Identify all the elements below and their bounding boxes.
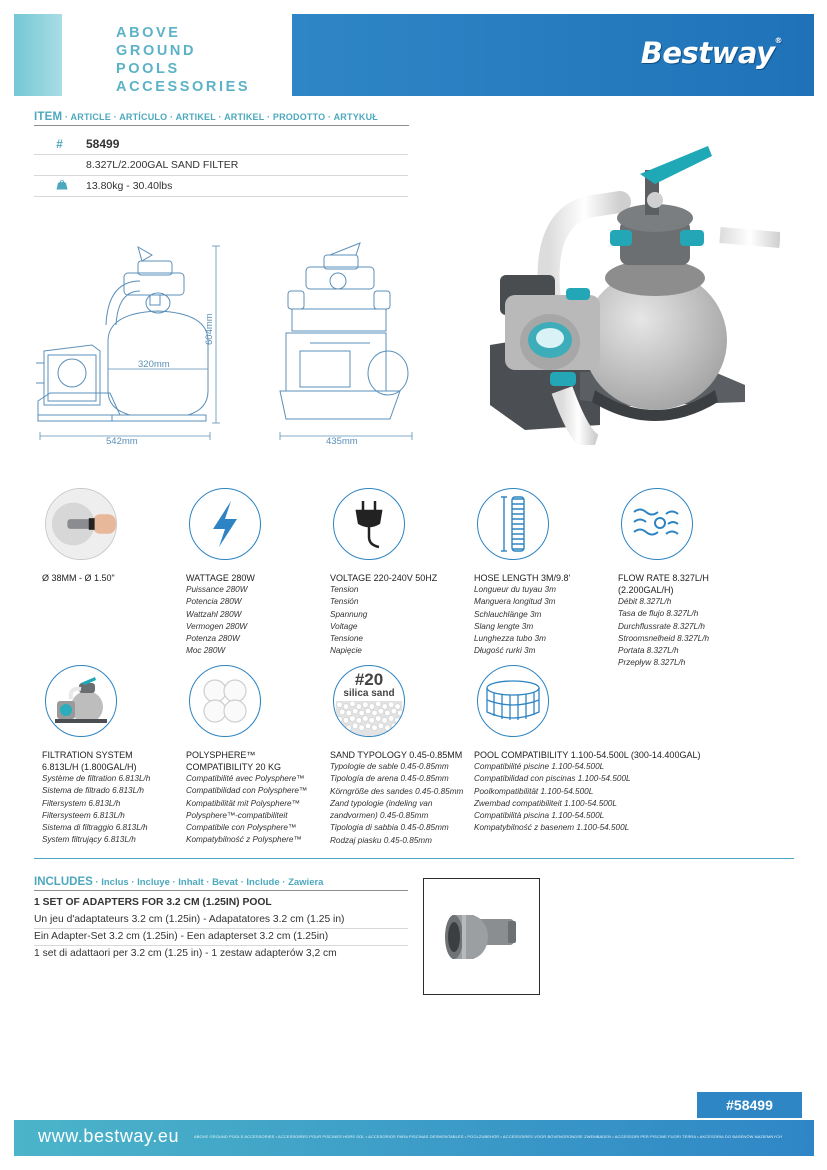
front-width-label: 542mm xyxy=(106,436,138,447)
lightning-icon xyxy=(189,488,261,560)
plug-icon xyxy=(333,488,405,560)
tank-width-label: 320mm xyxy=(138,359,170,370)
pool-icon xyxy=(477,665,549,737)
header-blue-band xyxy=(292,14,814,96)
website-link[interactable]: www.bestway.eu xyxy=(38,1126,180,1146)
item-weight: 13.80kg - 30.40lbs xyxy=(86,180,173,192)
polysphere-icon xyxy=(189,665,261,737)
page-footer xyxy=(14,1120,814,1156)
item-number: 58499 xyxy=(86,137,120,151)
includes-line: Ein Adapter-Set 3.2 cm (1.25in) - Een adapterset 3.2 cm (1.25in) xyxy=(34,929,408,946)
feature-hose-length: HOSE LENGTH 3M/9.8' Longueur du tuyau 3m Manguera longitud 3m Schlauchlänge 3m Slang lengte 3m Lunghezza tubo 3m Długość rurki 3m xyxy=(474,488,614,658)
silica-sand-icon: #20 silica sand xyxy=(333,665,405,737)
includes-heading: INCLUDES · Inclus · Incluye · Inhalt · Bevat · Include · Zawiera xyxy=(34,876,408,891)
feature-wattage: WATTAGE 280W Puissance 280W Potencia 280W Wattzahl 280W Vermogen 280W Potenza 280W Moc 280W xyxy=(186,488,326,658)
includes-line: Un jeu d'adaptateurs 3.2 cm (1.25in) - Adapatatores 3.2 cm (1.25 in) xyxy=(34,912,408,929)
header-title: ABOVE GROUND POOLS ACCESSORIES xyxy=(116,25,251,95)
height-label: 604mm xyxy=(204,313,215,345)
footer-categories: ABOVE GROUND POOLS ACCESSORIES • ACCESSOIRES POUR PISCINES HORS SOL • ACCESORIOS PARA PISCINAS DESMONTABLES • POOLZUBEHÖR • ACCESSOIRES VOOR BOVENGRONDSE ZWEMBADEN • ACCESSORI PER PISCINE FUORI TERRA • AKCESORIA DO BASENÓW NAZIEMNYCH xyxy=(194,1134,783,1139)
item-heading: ITEM · ARTICLE · ARTÍCULO · ARTIKEL · ARTIKEL · PRODOTTO · ARTYKUŁ xyxy=(34,111,409,126)
filter-system-icon xyxy=(45,665,117,737)
feature-hose-diameter: Ø 38MM - Ø 1.50" xyxy=(42,488,182,584)
sku-badge: #58499 xyxy=(697,1092,802,1118)
side-view-drawing xyxy=(280,243,408,419)
adapter-image xyxy=(423,878,540,995)
water-flow-icon xyxy=(621,488,693,560)
item-name: 8.327L/2.200GAL SAND FILTER xyxy=(86,159,239,171)
hash-icon: # xyxy=(56,137,63,151)
section-divider xyxy=(34,858,794,859)
hose-icon xyxy=(477,488,549,560)
item-name-row xyxy=(34,155,408,176)
sand-filter-product-image xyxy=(480,140,780,445)
feature-sand-typology: #20 silica sand SAND TYPOLOGY 0.45-0.85MM Typologie de sable 0.45-0.85mm Tipología de arena 0.45-0.85mm Körngröße des sandes 0.45-0.85mm Zand typologie (indeling van zandvormen) 0.45-0.85mm Tipologia di sabbia 0.45-0.85mm Rodzaj piasku 0.45-0.85mm xyxy=(330,665,470,847)
feature-filtration-system: FILTRATION SYSTEM 6.813L/H (1.800GAL/H) Système de filtration 6.813L/h Sistema de filtrado 6.813L/h Filtersystem 6.813L/h Filtersysteem 6.813L/h Sistema di filtraggio 6.813L/h System filtrujący 6.813L/h xyxy=(42,665,182,847)
page-header xyxy=(14,14,814,96)
side-width-label: 435mm xyxy=(326,436,358,447)
feature-voltage: VOLTAGE 220-240V 50HZ Tension Tensión Spannung Voltage Tensione Napięcie xyxy=(330,488,470,658)
item-number-row xyxy=(34,134,408,155)
includes-line: 1 set di adattaori per 3.2 cm (1.25 in) - 1 zestaw adapterów 3,2 cm xyxy=(34,948,337,959)
feature-flow-rate: FLOW RATE 8.327L/H (2.200GAL/H) Débit 8.327L/h Tasa de flujo 8.327L/h Durchflussrate 8.327L/h Stroomsnelheid 8.327L/h Portata 8.327L/h Przepływ 8.327L/h xyxy=(618,488,758,670)
item-weight-row xyxy=(34,176,408,197)
technical-drawings xyxy=(30,233,430,448)
bestway-logo: Bestway® xyxy=(640,36,782,70)
feature-pool-compatibility: POOL COMPATIBILITY 1.100-54.500L (300-14.400GAL) Compatibilité piscine 1.100-54.500L Compatibilidad con piscinas 1.100-54.500L Poolkompatibilität 1.100-54.500L Zwembad compatibiliteit 1.100-54.500L Compatibilità piscina 1.100-54.500L Kompatybilność z basenem 1.100-54.500L xyxy=(474,665,734,835)
feature-polysphere: POLYSPHERE™ COMPATIBILITY 20 KG Compatibilité avec Polysphere™ Compatibilidad con Polysphere™ Kompatibilität mit Polysphere™ Polysphere™-compatibiliteit Compatibile con Polysphere™ Kompatybilność z Polysphere™ xyxy=(186,665,326,847)
weight-icon xyxy=(56,179,68,193)
includes-line: 1 SET OF ADAPTERS FOR 3.2 CM (1.25IN) POOL xyxy=(34,897,272,908)
front-view-drawing xyxy=(36,247,208,421)
header-teal-band xyxy=(14,14,62,96)
hose-connector-icon xyxy=(45,488,117,560)
